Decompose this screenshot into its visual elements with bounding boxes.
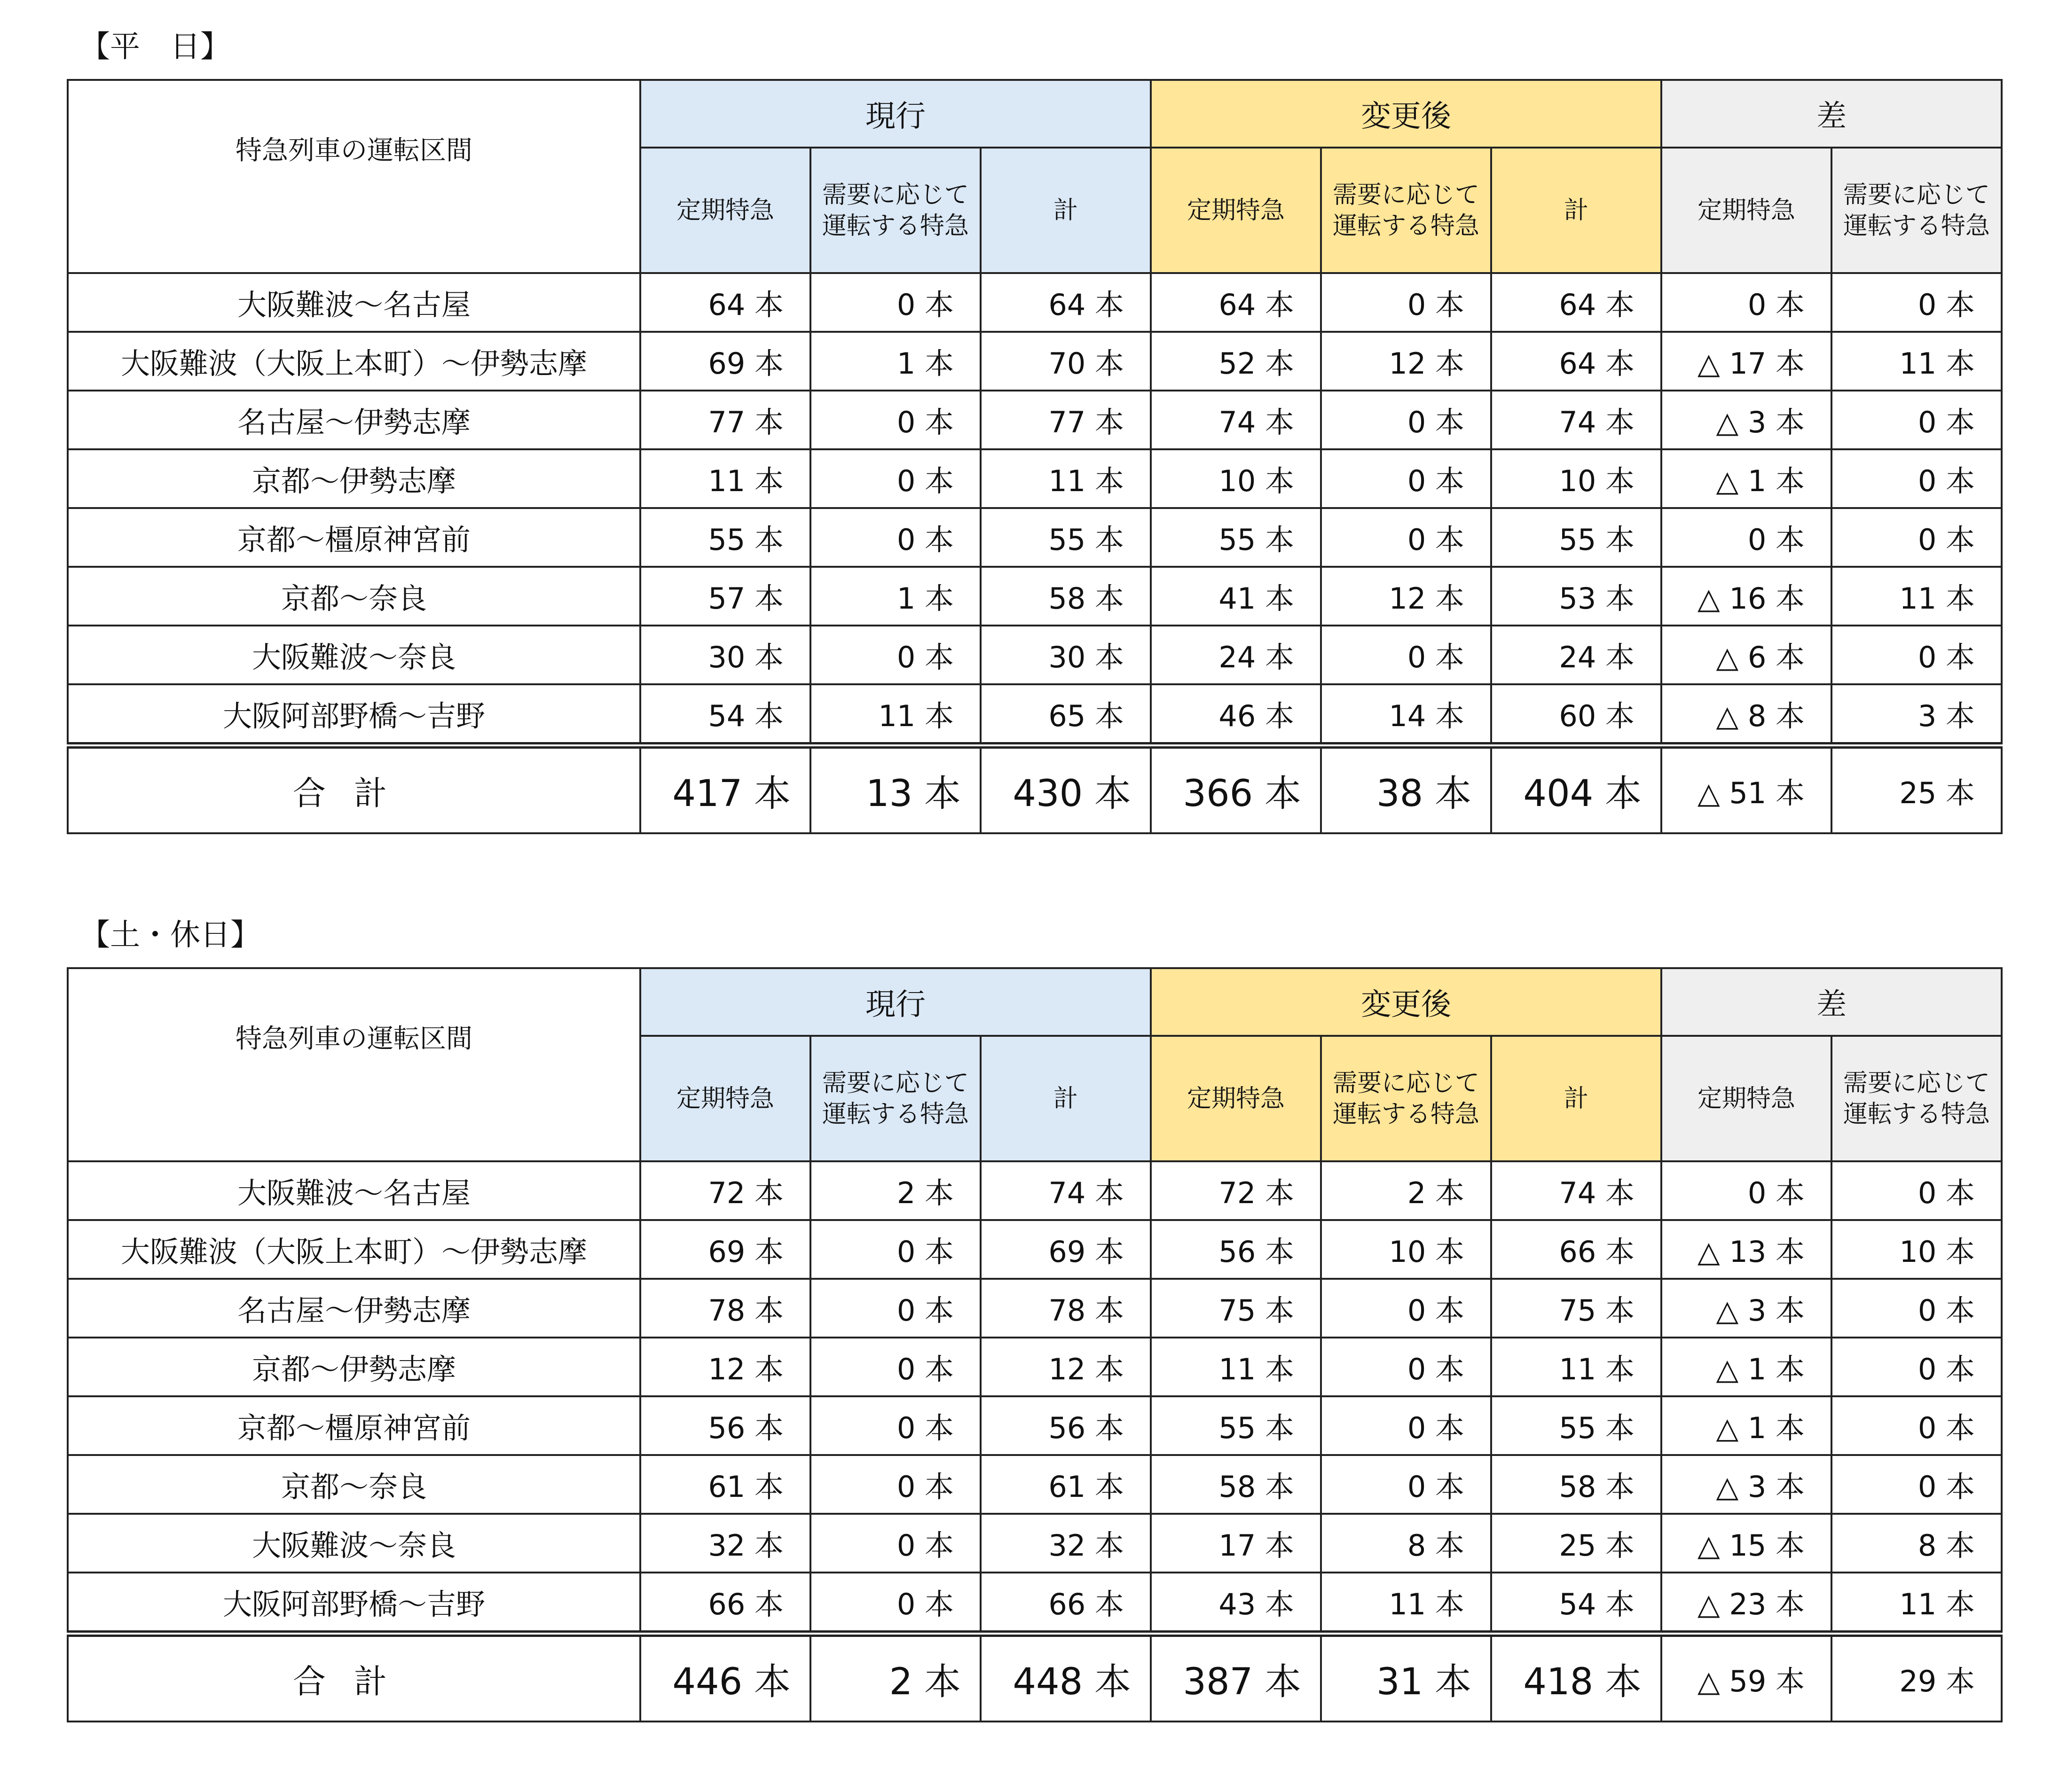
count-cell: 55 本	[1491, 1396, 1661, 1455]
total-cell: △ 59 本	[1661, 1634, 1831, 1722]
count-cell: 69 本	[640, 1220, 810, 1279]
route-name: 名古屋～伊勢志摩	[68, 391, 640, 449]
count-cell: 0 本	[810, 391, 981, 449]
count-cell: 66 本	[1491, 1220, 1661, 1279]
count-cell: 41 本	[1151, 567, 1321, 626]
table-row	[68, 1220, 2002, 1279]
total-subheader: 計	[1491, 148, 1661, 273]
count-cell: △ 13 本	[1661, 1220, 1831, 1279]
count-cell: 0 本	[1321, 626, 1491, 684]
total-cell: △ 51 本	[1661, 745, 1831, 833]
route-name: 大阪難波（大阪上本町）～伊勢志摩	[68, 332, 640, 391]
weekday-title: 【平 日】	[80, 30, 230, 64]
table-row	[68, 1514, 2002, 1573]
regular-subheader: 定期特急	[1151, 148, 1321, 273]
count-cell: △ 16 本	[1661, 567, 1831, 626]
count-cell: 24 本	[1491, 626, 1661, 684]
count-cell: 0 本	[1321, 449, 1491, 508]
table-row	[68, 1279, 2002, 1338]
count-cell: 55 本	[1151, 1396, 1321, 1455]
count-cell: △ 1 本	[1661, 449, 1831, 508]
count-cell: 11 本	[640, 449, 810, 508]
total-cell: 38 本	[1321, 745, 1491, 833]
count-cell: 55 本	[981, 508, 1151, 567]
count-cell: 12 本	[981, 1338, 1151, 1396]
count-cell: 0 本	[1831, 1338, 2002, 1396]
count-cell: 0 本	[1321, 1338, 1491, 1396]
change-group-header: 変更後	[1151, 968, 1661, 1036]
count-cell: 61 本	[640, 1455, 810, 1514]
ondemand-label-line1: 需要に応じて	[1332, 1069, 1479, 1097]
count-cell: 58 本	[981, 567, 1151, 626]
count-cell: 0 本	[810, 626, 981, 684]
diff-group-header: 差	[1661, 968, 2002, 1036]
ondemand-label-line2: 運転する特急	[1843, 1100, 1990, 1128]
count-cell: 0 本	[810, 1279, 981, 1338]
ondemand-label-line1: 需要に応じて	[1332, 180, 1479, 209]
regular-subheader: 定期特急	[1661, 148, 1831, 273]
count-cell: 55 本	[1491, 508, 1661, 567]
total-row	[68, 1634, 2002, 1722]
count-cell: 8 本	[1831, 1514, 2002, 1573]
count-cell: 30 本	[640, 626, 810, 684]
total-cell: 404 本	[1491, 745, 1661, 833]
current-group-header: 現行	[640, 968, 1151, 1036]
count-cell: 0 本	[1321, 273, 1491, 332]
count-cell: 64 本	[640, 273, 810, 332]
route-header: 特急列車の運転区間	[68, 80, 640, 273]
count-cell: 10 本	[1321, 1220, 1491, 1279]
ondemand-subheader	[1831, 1036, 2002, 1161]
count-cell: 0 本	[1661, 1161, 1831, 1220]
holiday-table	[67, 967, 2003, 1722]
count-cell: 0 本	[1321, 508, 1491, 567]
table-row	[68, 508, 2002, 567]
table-row	[68, 626, 2002, 684]
ondemand-label-line2: 運転する特急	[1332, 211, 1479, 240]
total-cell: 387 本	[1151, 1634, 1321, 1722]
count-cell: 17 本	[1151, 1514, 1321, 1573]
count-cell: △ 23 本	[1661, 1573, 1831, 1634]
ondemand-subheader	[1831, 148, 2002, 273]
count-cell: 56 本	[981, 1396, 1151, 1455]
count-cell: 11 本	[1491, 1338, 1661, 1396]
count-cell: 8 本	[1321, 1514, 1491, 1573]
count-cell: 0 本	[1321, 1396, 1491, 1455]
ondemand-label-line1: 需要に応じて	[822, 180, 969, 209]
count-cell: 55 本	[1151, 508, 1321, 567]
count-cell: 66 本	[981, 1573, 1151, 1634]
count-cell: △ 3 本	[1661, 1279, 1831, 1338]
table-row	[68, 1161, 2002, 1220]
count-cell: △ 15 本	[1661, 1514, 1831, 1573]
table-row	[68, 449, 2002, 508]
count-cell: 11 本	[1151, 1338, 1321, 1396]
total-row	[68, 745, 2002, 833]
count-cell: 0 本	[1661, 273, 1831, 332]
count-cell: 43 本	[1151, 1573, 1321, 1634]
regular-subheader: 定期特急	[1661, 1036, 1831, 1161]
total-label: 合計	[68, 745, 640, 833]
count-cell: 69 本	[640, 332, 810, 391]
count-cell: 11 本	[810, 684, 981, 745]
route-header: 特急列車の運転区間	[68, 968, 640, 1161]
count-cell: 52 本	[1151, 332, 1321, 391]
total-cell: 366 本	[1151, 745, 1321, 833]
change-group-header: 変更後	[1151, 80, 1661, 148]
count-cell: 58 本	[1491, 1455, 1661, 1514]
count-cell: 74 本	[1491, 1161, 1661, 1220]
count-cell: 10 本	[1831, 1220, 2002, 1279]
route-name: 京都～奈良	[68, 567, 640, 626]
table-row	[68, 391, 2002, 449]
count-cell: 0 本	[1831, 1161, 2002, 1220]
count-cell: 11 本	[1831, 332, 2002, 391]
table-row	[68, 1573, 2002, 1634]
ondemand-label-line1: 需要に応じて	[1843, 180, 1990, 209]
count-cell: 74 本	[1151, 391, 1321, 449]
count-cell: 12 本	[1321, 567, 1491, 626]
weekday-table	[67, 79, 2003, 834]
count-cell: 24 本	[1151, 626, 1321, 684]
count-cell: 25 本	[1491, 1514, 1661, 1573]
count-cell: 0 本	[1661, 508, 1831, 567]
count-cell: 1 本	[810, 332, 981, 391]
count-cell: △ 1 本	[1661, 1338, 1831, 1396]
count-cell: 55 本	[640, 508, 810, 567]
count-cell: 64 本	[1491, 332, 1661, 391]
count-cell: 77 本	[640, 391, 810, 449]
table-row	[68, 567, 2002, 626]
count-cell: △ 1 本	[1661, 1396, 1831, 1455]
count-cell: 10 本	[1491, 449, 1661, 508]
route-name: 京都～橿原神宮前	[68, 508, 640, 567]
route-name: 大阪難波～名古屋	[68, 1161, 640, 1220]
count-cell: 12 本	[640, 1338, 810, 1396]
total-cell: 417 本	[640, 745, 810, 833]
ondemand-subheader	[1321, 148, 1491, 273]
total-subheader: 計	[981, 148, 1151, 273]
count-cell: 0 本	[1831, 626, 2002, 684]
count-cell: 75 本	[1151, 1279, 1321, 1338]
count-cell: 66 本	[640, 1573, 810, 1634]
route-name: 大阪難波～奈良	[68, 1514, 640, 1573]
ondemand-label-line2: 運転する特急	[822, 1100, 969, 1128]
total-label: 合計	[68, 1634, 640, 1722]
count-cell: 0 本	[1831, 449, 2002, 508]
count-cell: 0 本	[1321, 1455, 1491, 1514]
count-cell: 58 本	[1151, 1455, 1321, 1514]
count-cell: 72 本	[1151, 1161, 1321, 1220]
ondemand-label-line2: 運転する特急	[1843, 211, 1990, 240]
ondemand-subheader	[810, 1036, 981, 1161]
total-cell: 25 本	[1831, 745, 2002, 833]
count-cell: 57 本	[640, 567, 810, 626]
route-name: 大阪難波（大阪上本町）～伊勢志摩	[68, 1220, 640, 1279]
count-cell: 0 本	[810, 1455, 981, 1514]
count-cell: 2 本	[810, 1161, 981, 1220]
count-cell: 32 本	[981, 1514, 1151, 1573]
count-cell: 75 本	[1491, 1279, 1661, 1338]
count-cell: △ 3 本	[1661, 391, 1831, 449]
route-name: 大阪難波～名古屋	[68, 273, 640, 332]
count-cell: 74 本	[981, 1161, 1151, 1220]
count-cell: △ 8 本	[1661, 684, 1831, 745]
total-cell: 2 本	[810, 1634, 981, 1722]
ondemand-subheader	[810, 148, 981, 273]
count-cell: 56 本	[1151, 1220, 1321, 1279]
regular-subheader: 定期特急	[1151, 1036, 1321, 1161]
route-name: 大阪阿部野橋～吉野	[68, 684, 640, 745]
count-cell: 0 本	[1831, 1279, 2002, 1338]
count-cell: 11 本	[1831, 567, 2002, 626]
route-name: 京都～奈良	[68, 1455, 640, 1514]
total-subheader: 計	[981, 1036, 1151, 1161]
regular-subheader: 定期特急	[640, 1036, 810, 1161]
count-cell: 54 本	[1491, 1573, 1661, 1634]
route-name: 大阪難波～奈良	[68, 626, 640, 684]
table-row	[68, 1455, 2002, 1514]
count-cell: 0 本	[1321, 1279, 1491, 1338]
count-cell: 0 本	[810, 1396, 981, 1455]
count-cell: 0 本	[1831, 273, 2002, 332]
count-cell: 0 本	[810, 273, 981, 332]
count-cell: 0 本	[810, 1573, 981, 1634]
total-subheader: 計	[1491, 1036, 1661, 1161]
count-cell: 64 本	[981, 273, 1151, 332]
total-cell: 13 本	[810, 745, 981, 833]
count-cell: 74 本	[1491, 391, 1661, 449]
count-cell: 0 本	[810, 1514, 981, 1573]
count-cell: 2 本	[1321, 1161, 1491, 1220]
count-cell: 1 本	[810, 567, 981, 626]
count-cell: 0 本	[810, 449, 981, 508]
count-cell: 78 本	[981, 1279, 1151, 1338]
count-cell: 3 本	[1831, 684, 2002, 745]
count-cell: 0 本	[1831, 391, 2002, 449]
count-cell: 64 本	[1491, 273, 1661, 332]
diff-group-header: 差	[1661, 80, 2002, 148]
route-name: 大阪阿部野橋～吉野	[68, 1573, 640, 1634]
count-cell: 56 本	[640, 1396, 810, 1455]
current-group-header: 現行	[640, 80, 1151, 148]
count-cell: 0 本	[1831, 1396, 2002, 1455]
count-cell: 30 本	[981, 626, 1151, 684]
count-cell: 0 本	[810, 508, 981, 567]
count-cell: 32 本	[640, 1514, 810, 1573]
count-cell: 0 本	[1831, 508, 2002, 567]
count-cell: 61 本	[981, 1455, 1151, 1514]
count-cell: 53 本	[1491, 567, 1661, 626]
route-name: 京都～橿原神宮前	[68, 1396, 640, 1455]
count-cell: 12 本	[1321, 332, 1491, 391]
table-row	[68, 1396, 2002, 1455]
ondemand-label-line2: 運転する特急	[822, 211, 969, 240]
count-cell: 54 本	[640, 684, 810, 745]
count-cell: 77 本	[981, 391, 1151, 449]
count-cell: 0 本	[1321, 391, 1491, 449]
count-cell: 0 本	[1831, 1455, 2002, 1514]
table-row	[68, 332, 2002, 391]
ondemand-label-line1: 需要に応じて	[822, 1069, 969, 1097]
total-cell: 430 本	[981, 745, 1151, 833]
total-cell: 31 本	[1321, 1634, 1491, 1722]
count-cell: △ 3 本	[1661, 1455, 1831, 1514]
route-name: 名古屋～伊勢志摩	[68, 1279, 640, 1338]
route-name: 京都～伊勢志摩	[68, 449, 640, 508]
route-name: 京都～伊勢志摩	[68, 1338, 640, 1396]
table-row	[68, 273, 2002, 332]
count-cell: 11 本	[1321, 1573, 1491, 1634]
count-cell: 60 本	[1491, 684, 1661, 745]
ondemand-label-line2: 運転する特急	[1332, 1100, 1479, 1128]
count-cell: 65 本	[981, 684, 1151, 745]
count-cell: 10 本	[1151, 449, 1321, 508]
ondemand-label-line1: 需要に応じて	[1843, 1069, 1990, 1097]
count-cell: 78 本	[640, 1279, 810, 1338]
count-cell: 11 本	[1831, 1573, 2002, 1634]
holiday-title: 【土・休日】	[80, 918, 260, 953]
count-cell: 69 本	[981, 1220, 1151, 1279]
count-cell: 0 本	[810, 1338, 981, 1396]
count-cell: 46 本	[1151, 684, 1321, 745]
total-cell: 418 本	[1491, 1634, 1661, 1722]
table-row	[68, 1338, 2002, 1396]
count-cell: △ 6 本	[1661, 626, 1831, 684]
count-cell: 0 本	[810, 1220, 981, 1279]
count-cell: △ 17 本	[1661, 332, 1831, 391]
ondemand-subheader	[1321, 1036, 1491, 1161]
count-cell: 11 本	[981, 449, 1151, 508]
count-cell: 64 本	[1151, 273, 1321, 332]
total-cell: 29 本	[1831, 1634, 2002, 1722]
count-cell: 14 本	[1321, 684, 1491, 745]
regular-subheader: 定期特急	[640, 148, 810, 273]
count-cell: 70 本	[981, 332, 1151, 391]
table-row	[68, 684, 2002, 745]
total-cell: 446 本	[640, 1634, 810, 1722]
total-cell: 448 本	[981, 1634, 1151, 1722]
count-cell: 72 本	[640, 1161, 810, 1220]
